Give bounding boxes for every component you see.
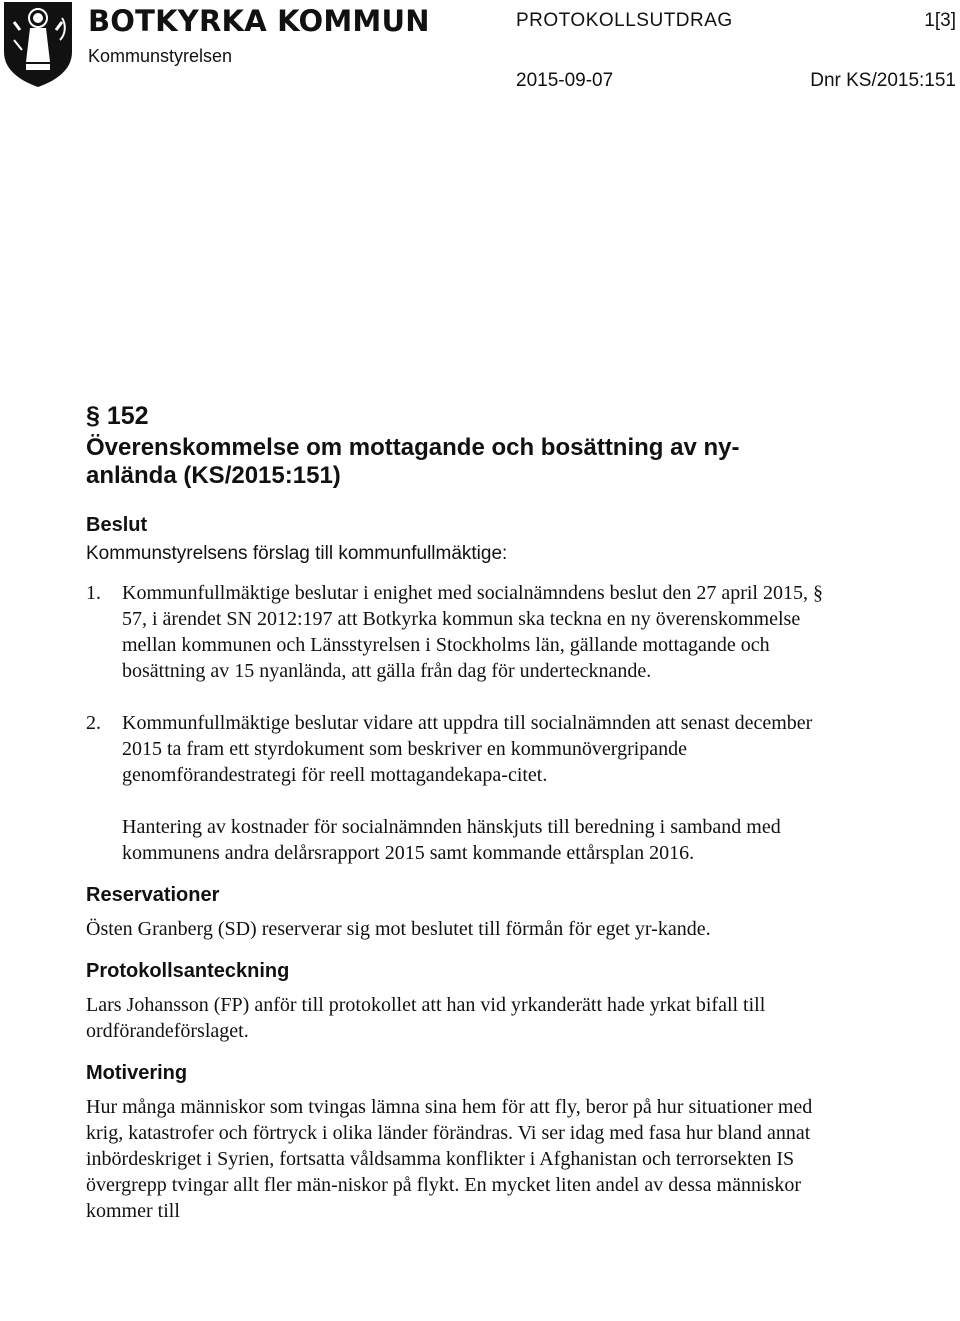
- decision-text: Kommunfullmäktige beslutar vidare att uppdra till socialnämnden att senast december 2015 ta fram ett styrdokument som beskriver en kommunövergripande genomförandestrategi för reell mottagandekapa-citet.: [122, 712, 813, 786]
- beslut-heading: Beslut: [86, 514, 148, 536]
- decision-number: 1.: [86, 582, 101, 604]
- reservationer-text: Östen Granberg (SD) reserverar sig mot beslutet till förmån för eget yr-kande.: [86, 918, 711, 940]
- section-title: Överenskommelse om mottagande och bosättning av ny-anlända (KS/2015:151): [86, 434, 740, 489]
- document-body: [86, 398, 826, 1224]
- protokollsanteckning-heading: Protokollsanteckning: [86, 960, 290, 982]
- diary-number: Dnr KS/2015:151: [810, 70, 956, 91]
- page-number: 1[3]: [924, 10, 956, 31]
- section-number: § 152: [86, 402, 149, 430]
- motivering-text: Hur många människor som tvingas lämna sina hem för att fly, beror på hur situationer med krig, katastrofer och förtryck i olika länder förändras. Vi ser idag med fasa hur bland annat inbördeskriget i Syrien, fortsatta våldsamma konflikter i Afghanistan och terrorsekten IS övergrepp tvingar allt fler män-niskor på flykt. En mycket liten andel av dessa människor kommer till: [86, 1096, 813, 1222]
- beslut-intro: Kommunstyrelsens förslag till kommunfullmäktige:: [86, 543, 508, 564]
- reservationer-heading: Reservationer: [86, 884, 220, 906]
- protokollsanteckning-text: Lars Johansson (FP) anför till protokollet att han vid yrkanderätt hade yrkat bifall till ordförandeförslaget.: [86, 994, 766, 1042]
- decision-text: Kommunfullmäktige beslutar i enighet med socialnämndens beslut den 27 april 2015, § 57, i ärendet SN 2012:197 att Botkyrka kommun ska teckna en ny överenskommelse mellan kommunen och Länsstyrelsen i Stockholms län, gällande mottagande och bosättning av 15 nyanlända, att gälla från dag för undertecknande.: [122, 582, 823, 682]
- motivering-heading: Motivering: [86, 1062, 188, 1084]
- brand-name: BOTKYRKA KOMMUN: [88, 4, 430, 38]
- coat-of-arms-icon: [0, 0, 76, 88]
- decision-item: [86, 710, 826, 788]
- decision-item: [86, 580, 826, 684]
- department-name: Kommunstyrelsen: [88, 46, 233, 66]
- document-date: 2015-09-07: [516, 70, 614, 91]
- decision-note: Hantering av kostnader för socialnämnden hänskjuts till beredning i samband med kommunens andra delårsrapport 2015 samt kommande ettårsplan 2016.: [122, 816, 781, 864]
- decision-number: 2.: [86, 712, 101, 734]
- decision-note-block: [86, 814, 826, 866]
- document-type: PROTOKOLLSUTDRAG: [516, 10, 733, 31]
